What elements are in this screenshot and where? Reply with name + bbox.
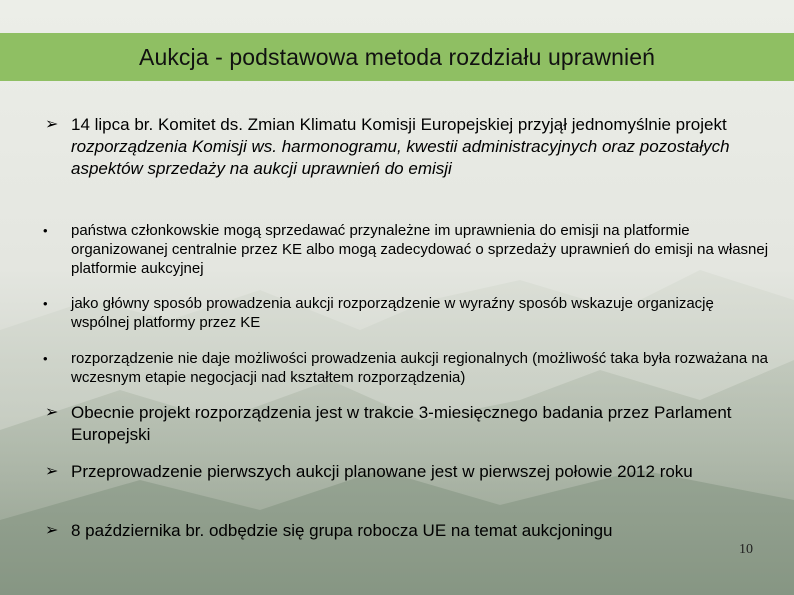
sub-item-2: jako główny sposób prowadzenia aukcji rozporządzenie w wyraźny sposób wskazuje organizację wspólnej platformy przez KE (71, 295, 714, 331)
slide-title: Aukcja - podstawowa metoda rozdziału uprawnień (139, 43, 655, 70)
bullet-item-4: 8 października br. odbędzie się grupa robocza UE na temat aukcjoningu (71, 521, 613, 540)
bullet-item-2: Obecnie projekt rozporządzenia jest w trakcie 3-miesięcznego badania przez Parlament Europejski (71, 403, 732, 444)
sub-item-3: rozporządzenie nie daje możliwości prowadzenia aukcji regionalnych (możliwość taka była rozważana na wczesnym etapie negocjacji nad kształtem rozporządzenia) (71, 350, 769, 386)
arrow-bullet-icon: ➢ (45, 116, 59, 133)
arrow-bullet-icon: ➢ (45, 404, 59, 421)
dot-bullet-icon: • (43, 223, 48, 238)
bullet-item-1 (71, 114, 771, 180)
dot-bullet-icon: • (43, 296, 48, 311)
bullet-1-text: 14 lipca br. Komitet ds. Zmian Klimatu Komisji Europejskiej przyjął jednomyślnie projekt (71, 115, 727, 134)
bullet-1-italic-text: rozporządzenia Komisji ws. harmonogramu, kwestii administracyjnych oraz pozostałych aspektów sprzedaży na aukcji uprawnień do emisji (71, 137, 730, 178)
arrow-bullet-icon: ➢ (45, 463, 59, 480)
sub-item-1: państwa członkowskie mogą sprzedawać przynależne im uprawnienia do emisji na platformie organizowanej centralnie przez KE albo mogą zadecydować o sprzedaży uprawnień do emisji na własnej platformie aukcyjnej (71, 222, 769, 277)
bullet-item-3: Przeprowadzenie pierwszych aukcji planowane jest w pierwszej połowie 2012 roku (71, 462, 693, 481)
dot-bullet-icon: • (43, 351, 48, 366)
page-number: 10 (739, 542, 753, 557)
arrow-bullet-icon: ➢ (45, 522, 59, 539)
